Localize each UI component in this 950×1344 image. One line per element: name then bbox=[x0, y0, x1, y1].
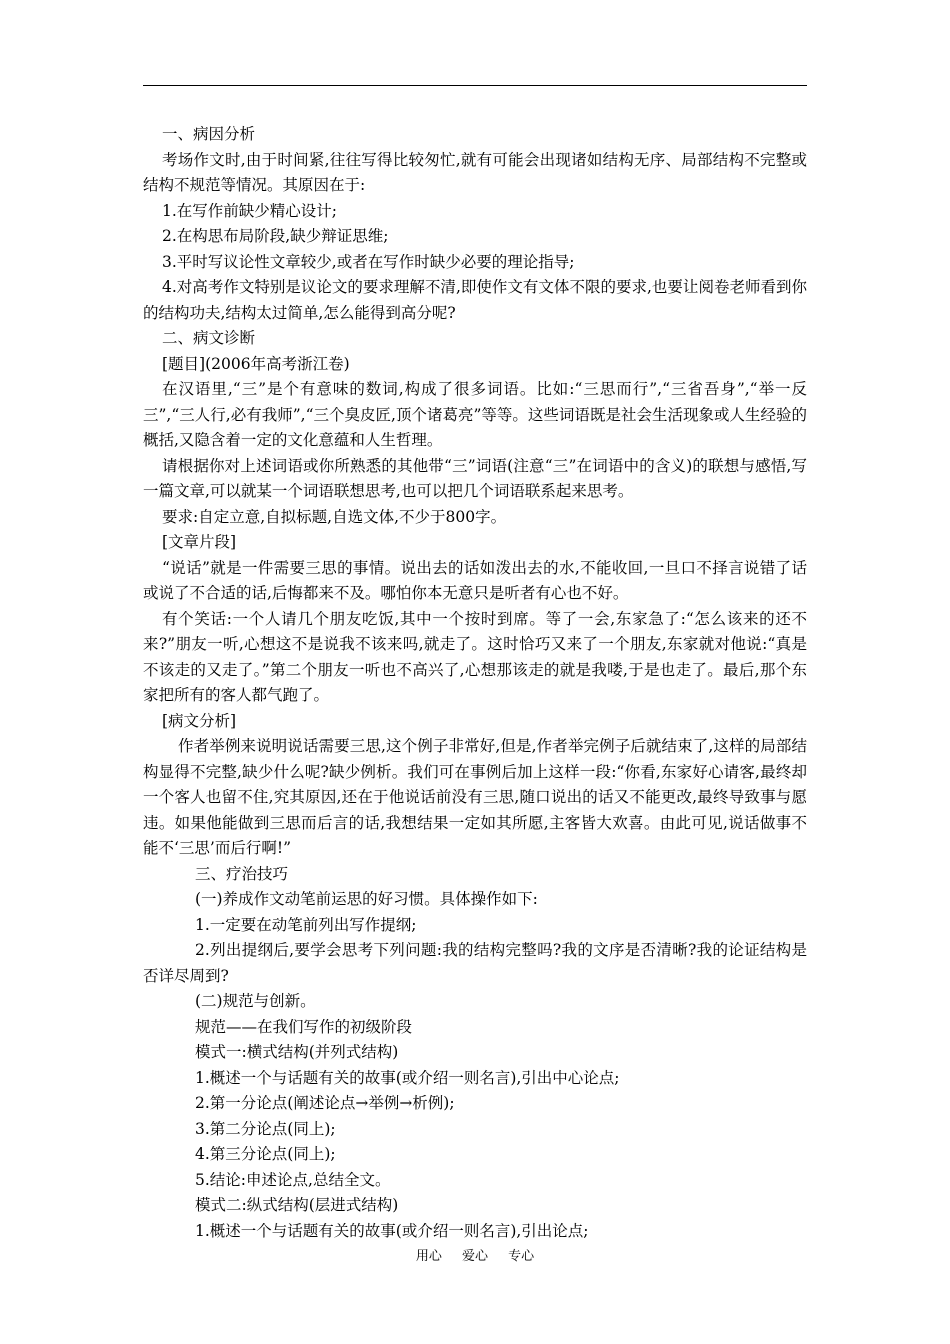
footer-text-3: 专心 bbox=[508, 1249, 535, 1264]
paragraph: 2.第一分论点(阐述论点→举例→析例); bbox=[195, 1094, 455, 1112]
paragraph: 2.在构思布局阶段,缺少辩证思维; bbox=[162, 227, 389, 245]
paragraph: 要求:自定立意,自拟标题,自选文体,不少于800字。 bbox=[162, 507, 507, 526]
paragraph: 1.在写作前缺少精心设计; bbox=[162, 201, 338, 220]
paragraph: 有个笑话:一个人请几个朋友吃饭,其中一个按时到席。等了一会,东家急了:“怎么该来的还不来?”朋友一听,心想这不是说我不该来吗,就走了。这时恰巧又来了一个朋友,东家就对他说:“真是不该走的又走了。”第二个朋友一听也不高兴了,心想那该走的就是我喽,于是也走了。最后,那个东家把所有的客人都气跑了。 bbox=[143, 609, 807, 704]
paragraph: 二、病文诊断 bbox=[162, 329, 256, 347]
paragraph: 一、病因分析 bbox=[162, 125, 256, 143]
paragraph: [题目](2006年高考浙江卷) bbox=[162, 354, 350, 373]
page-footer bbox=[0, 1248, 950, 1266]
paragraph: 3.第二分论点(同上); bbox=[195, 1119, 336, 1138]
paragraph: 3.平时写议论性文章较少,或者在写作时缺少必要的理论指导; bbox=[162, 252, 575, 271]
paragraph: 1.概述一个与话题有关的故事(或介绍一则名言),引出论点; bbox=[195, 1221, 589, 1240]
paragraph: (二)规范与创新。 bbox=[195, 992, 316, 1010]
paragraph: 4.对高考作文特别是议论文的要求理解不清,即使作文有文体不限的要求,也要让阅卷老师看到你的结构功夫,结构太过简单,怎么能得到高分呢? bbox=[143, 278, 807, 322]
paragraph: 4.第三分论点(同上); bbox=[195, 1145, 336, 1163]
paragraph: (一)养成作文动笔前运思的好习惯。具体操作如下: bbox=[195, 890, 538, 908]
paragraph: 作者举例来说明说话需要三思,这个例子非常好,但是,作者举完例子后就结束了,这样的局部结构显得不完整,缺少什么呢?缺少例析。我们可在事例后加上这样一段:“你看,东家好心请客,最终却一个客人也留不住,究其原因,还在于他说话前没有三思,随口说出的话又不能更改,最终导致事与愿违。如果他能做到三思而后言的话,我想结果一定如其所愿,主客皆大欢喜。由此可见,说话做事不能不‘三思’而后行啊!” bbox=[143, 737, 807, 857]
paragraph: “说话”就是一件需要三思的事情。说出去的话如泼出去的水,不能收回,一旦口不择言说错了话或说了不合适的话,后悔都来不及。哪怕你本无意只是听者有心也不好。 bbox=[143, 558, 807, 602]
footer-text-1: 用心 bbox=[415, 1249, 442, 1264]
paragraph: 请根据你对上述词语或你所熟悉的其他带“三”词语(注意“三”在词语中的含义)的联想与感悟,写一篇文章,可以就某一个词语联想思考,也可以把几个词语联系起来思考。 bbox=[143, 456, 807, 500]
paragraph: 三、疗治技巧 bbox=[195, 864, 289, 883]
document-body bbox=[143, 122, 807, 1244]
paragraph: 模式二:纵式结构(层进式结构) bbox=[195, 1196, 399, 1214]
paragraph: 1.一定要在动笔前列出写作提纲; bbox=[195, 915, 417, 934]
header-rule bbox=[143, 85, 807, 86]
paragraph: 考场作文时,由于时间紧,往往写得比较匆忙,就有可能会出现诸如结构无序、局部结构不完整或结构不规范等情况。其原因在于: bbox=[143, 150, 807, 194]
paragraph: 5.结论:申述论点,总结全文。 bbox=[195, 1170, 391, 1189]
paragraph: 2.列出提纲后,要学会思考下列问题:我的结构完整吗?我的文序是否清晰?我的论证结构是否详尽周到? bbox=[143, 941, 807, 985]
paragraph: 在汉语里,“三”是个有意味的数词,构成了很多词语。比如:“三思而行”,“三省吾身”,“举一反三”,“三人行,必有我师”,“三个臭皮匠,顶个诸葛亮”等等。这些词语既是社会生活现象或人生经验的概括,又隐含着一定的文化意蕴和人生哲理。 bbox=[143, 380, 807, 449]
paragraph: 规范——在我们写作的初级阶段 bbox=[195, 1017, 413, 1036]
paragraph: 模式一:横式结构(并列式结构) bbox=[195, 1043, 399, 1061]
paragraph: 1.概述一个与话题有关的故事(或介绍一则名言),引出中心论点; bbox=[195, 1068, 620, 1087]
paragraph: [文章片段] bbox=[162, 533, 237, 551]
paragraph: [病文分析] bbox=[162, 711, 237, 730]
footer-text-2: 爱心 bbox=[461, 1249, 488, 1264]
